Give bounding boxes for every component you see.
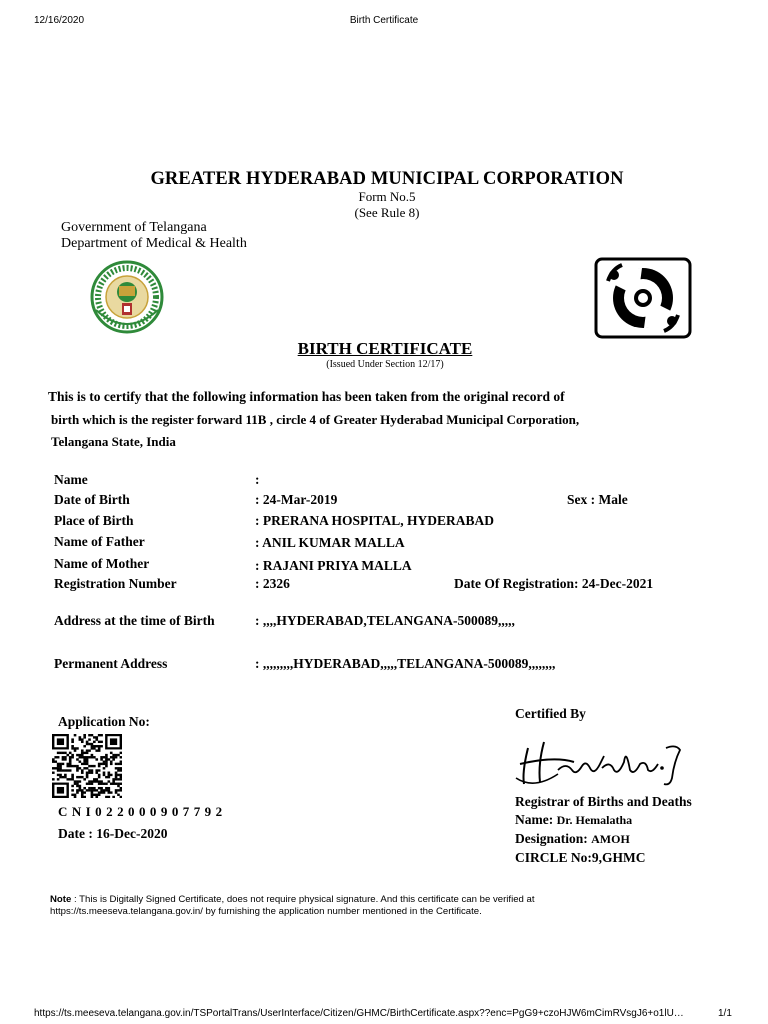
application-date: Date : 16-Dec-2020: [58, 826, 168, 841]
print-url: https://ts.meeseva.telangana.gov.in/TSPortalTrans/UserInterface/Citizen/GHMC/BirthCertificate.aspx??enc=PgG9+czoHJW6mCimRVsgJ6+o1lU…: [34, 1008, 684, 1019]
telangana-emblem-icon: [84, 260, 170, 334]
note-text-1: : This is Digitally Signed Certificate, does not require physical signature. And this certificate can be verified at: [71, 894, 535, 905]
qr-code-icon: [52, 734, 122, 798]
permanent-address-label: Permanent Address: [54, 656, 168, 671]
registrar-circle: CIRCLE No:9,GHMC: [515, 850, 646, 865]
mother-value: : RAJANI PRIYA MALLA: [255, 558, 412, 573]
registrar-designation: [515, 831, 630, 847]
registrar-name: [515, 812, 632, 828]
intro-line-1: This is to certify that the following information has been taken from the original record of: [48, 389, 565, 404]
name-label: Name: [54, 472, 88, 487]
govt-label: Government of Telangana: [61, 220, 207, 235]
registrar-name-label: Name:: [515, 812, 554, 827]
application-number: C N I 0 2 2 0 0 0 9 0 7 7 9 2: [58, 804, 223, 819]
form-no: Form No.5: [358, 189, 416, 204]
father-label: Name of Father: [54, 534, 145, 549]
birth-address-label: Address at the time of Birth: [54, 613, 215, 628]
intro-line-3: Telangana State, India: [51, 434, 176, 449]
application-label: Application No:: [58, 714, 150, 729]
registrar-name-value: Dr. Hemalatha: [556, 813, 633, 827]
certificate-subtitle: (Issued Under Section 12/17): [326, 359, 444, 370]
signature-icon: [514, 734, 684, 790]
designation-value: AMOH: [591, 832, 630, 846]
print-page-number: 1/1: [718, 1008, 732, 1019]
note-label: Note: [50, 894, 72, 905]
birth-address-value: : ,,,,HYDERABAD,TELANGANA-500089,,,,,: [255, 613, 515, 628]
print-title: Birth Certificate: [349, 15, 419, 26]
registrar-role: Registrar of Births and Deaths: [515, 794, 692, 809]
print-date: 12/16/2020: [34, 15, 85, 26]
permanent-address-value: : ,,,,,,,,,HYDERABAD,,,,,TELANGANA-500089,,,,,,,,: [255, 656, 556, 671]
dept-label: Department of Medical & Health: [61, 236, 247, 251]
registration-label: Registration Number: [54, 576, 177, 591]
registration-value: : 2326: [255, 576, 290, 591]
registration-date: Date Of Registration: 24-Dec-2021: [454, 576, 654, 591]
pob-value: : PRERANA HOSPITAL, HYDERABAD: [255, 513, 495, 528]
pob-label: Place of Birth: [54, 513, 134, 528]
ghmc-logo-icon: [594, 257, 692, 339]
name-value: :: [255, 472, 260, 487]
dob-label: Date of Birth: [54, 492, 130, 507]
mother-label: Name of Mother: [54, 556, 150, 571]
certified-by-label: Certified By: [515, 706, 586, 721]
father-value: : ANIL KUMAR MALLA: [255, 535, 405, 550]
dob-value: : 24-Mar-2019: [255, 492, 338, 507]
designation-label: Designation:: [515, 831, 588, 846]
sex-value: Sex : Male: [567, 492, 628, 507]
note-line-1: [50, 894, 535, 905]
certificate-title: BIRTH CERTIFICATE: [297, 339, 473, 358]
note-line-2: https://ts.meeseva.telangana.gov.in/ by furnishing the application number mentioned in the Certificate.: [50, 906, 482, 917]
see-rule: (See Rule 8): [354, 205, 420, 220]
intro-line-2: birth which is the register forward 11B , circle 4 of Greater Hyderabad Municipal Corporation,: [51, 412, 580, 427]
org-title: GREATER HYDERABAD MUNICIPAL CORPORATION: [150, 169, 624, 189]
